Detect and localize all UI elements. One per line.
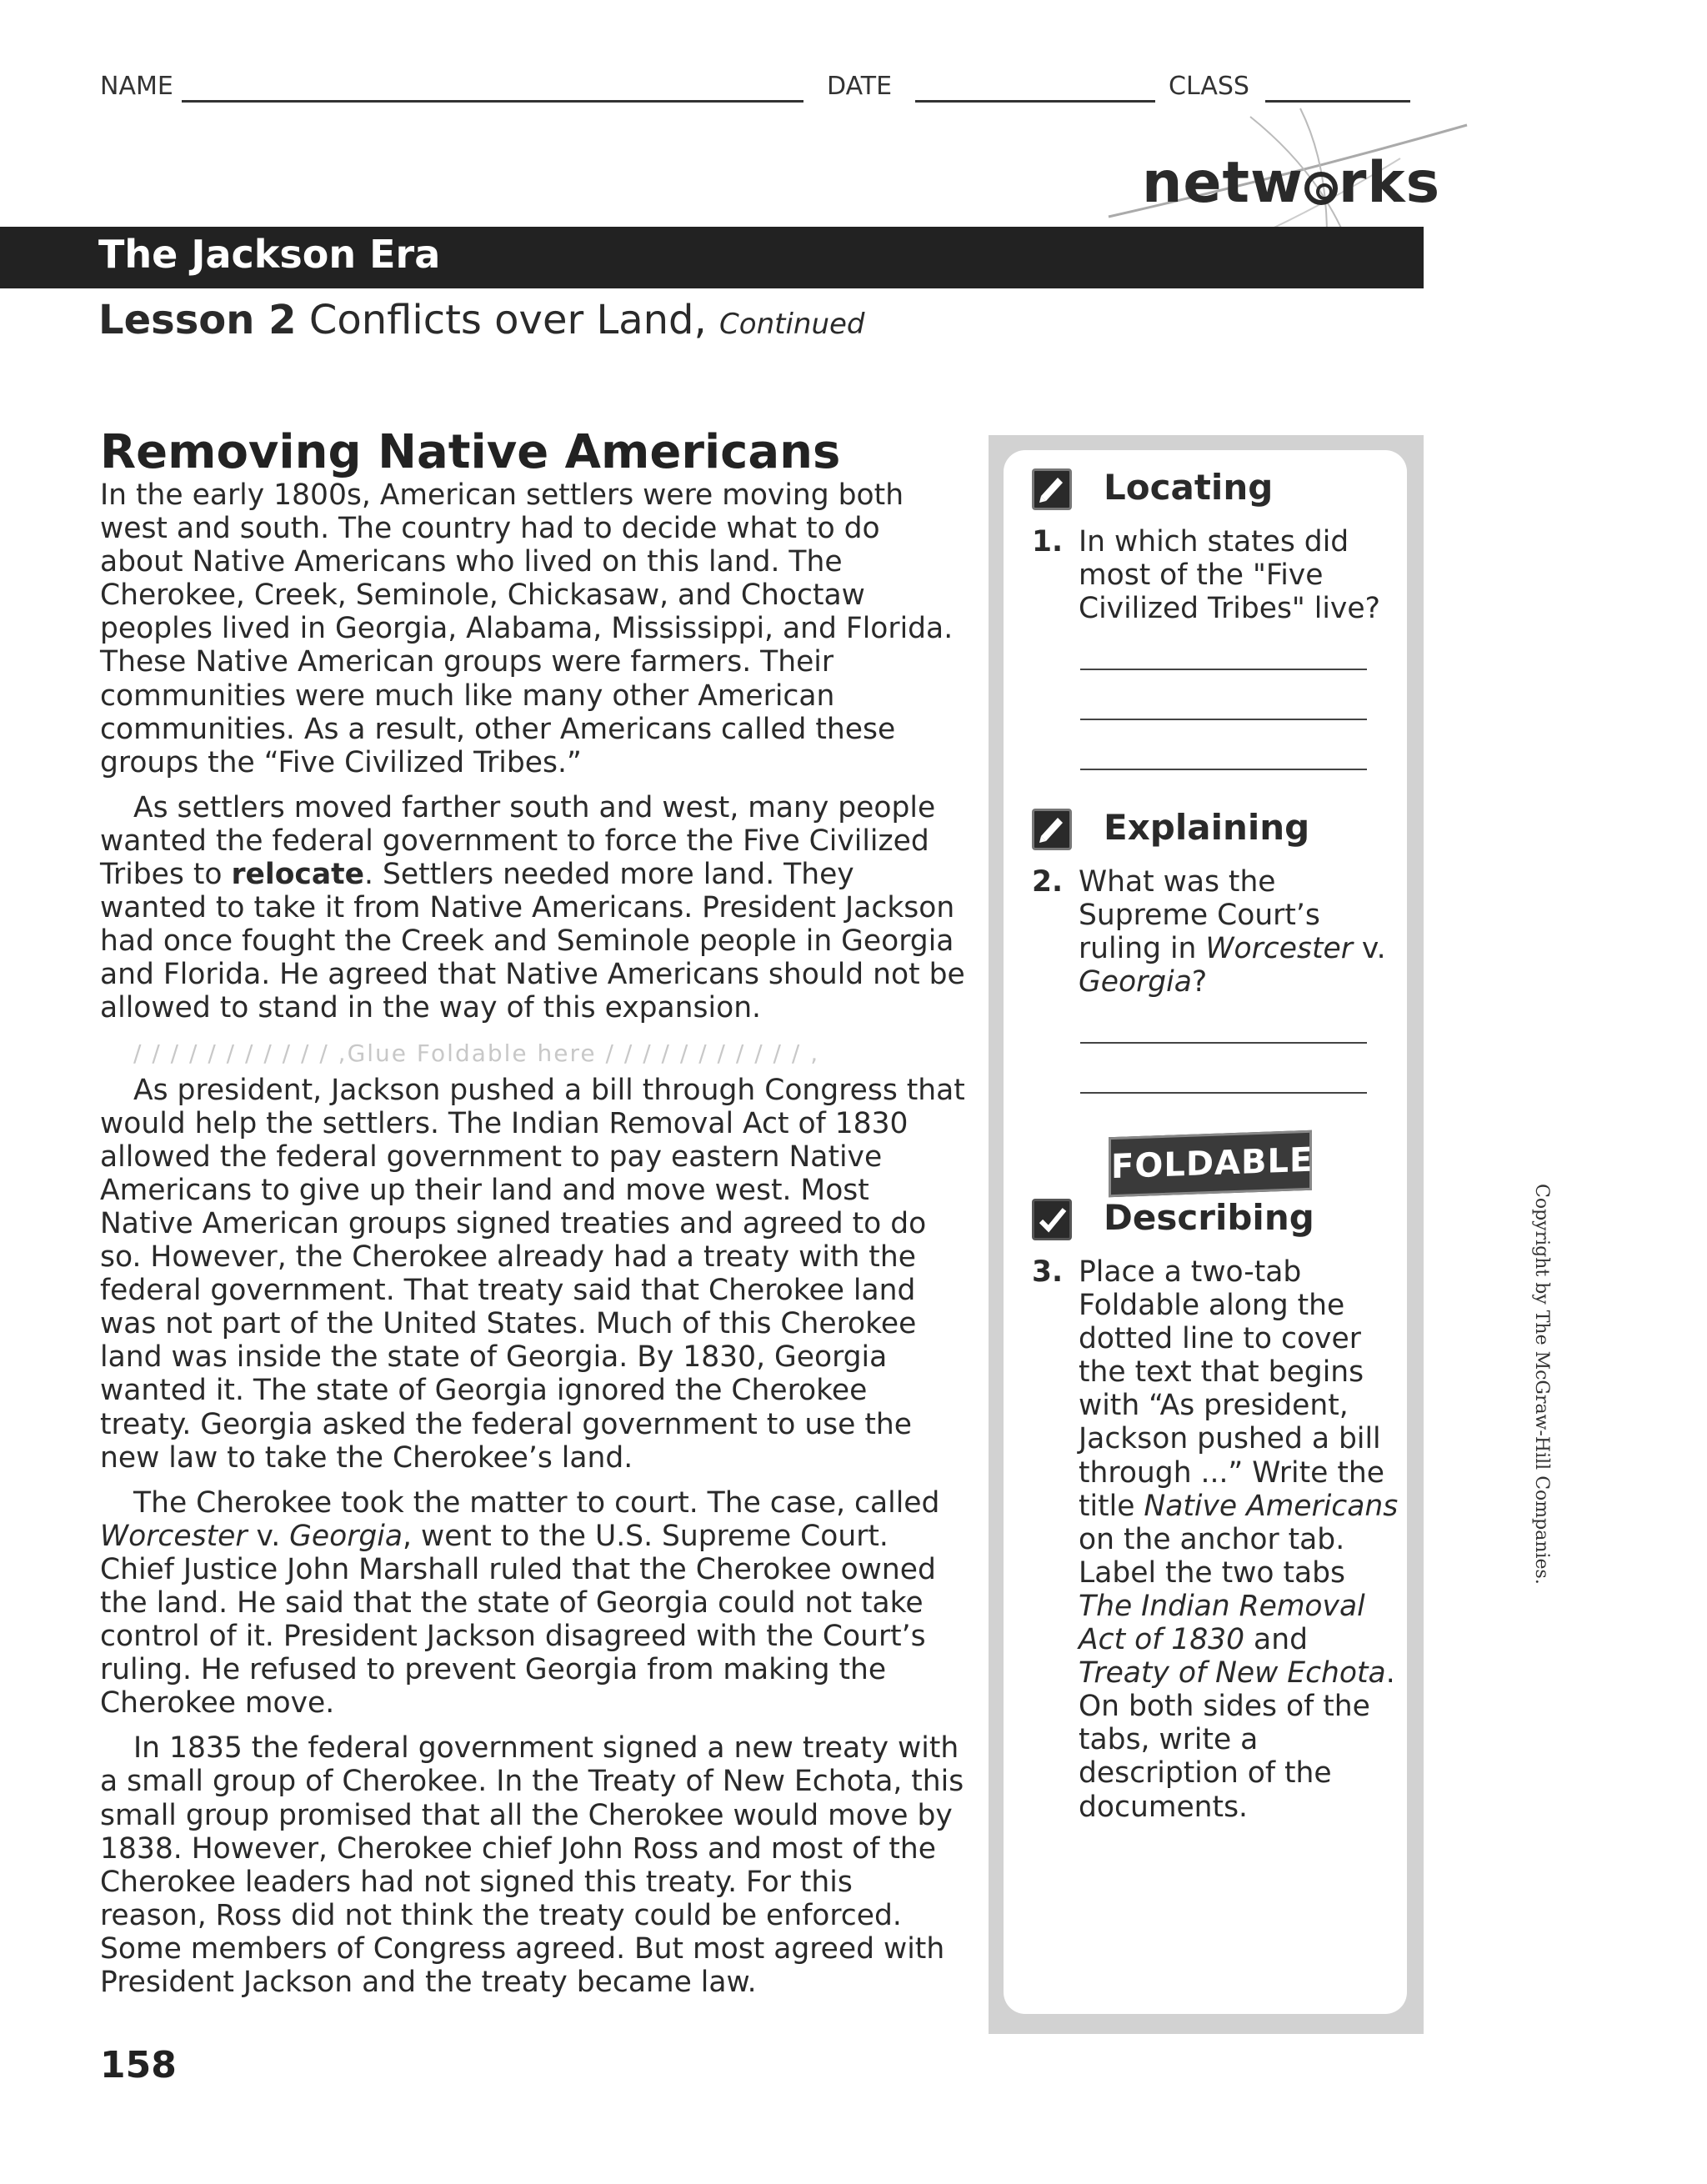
main-text-column [100, 478, 967, 1999]
page-number: 158 [100, 2044, 177, 2086]
question-2-case-georgia: Georgia [1079, 965, 1192, 999]
question-3-tab-treaty: Treaty of New Echota [1079, 1656, 1386, 1691]
date-label: DATE [827, 72, 893, 101]
answer-line[interactable] [1080, 1042, 1367, 1044]
name-field[interactable] [182, 100, 803, 103]
paragraph-2-text-a: As settlers moved farther south and west, many people wanted the federal government to force the Five Civilized Tribes to [100, 790, 936, 892]
question-3-text-b: on the anchor tab. Label the two tabs [1079, 1522, 1345, 1590]
question-1-line-1: In which states did [1079, 525, 1349, 559]
describing-title: Describing [1104, 1197, 1314, 1238]
question-1 [1032, 525, 1399, 625]
copyright-notice: Copyright by The McGraw-Hill Companies. [1531, 1184, 1552, 1585]
question-2-case-worcester: Worcester [1205, 932, 1353, 966]
question-2-text [1032, 899, 1399, 999]
logo-text-end: rks [1338, 150, 1441, 216]
logo-o-icon [1304, 172, 1338, 205]
paragraph-4 [100, 1486, 967, 1721]
vocab-relocate: relocate [231, 858, 365, 892]
name-label: NAME [100, 72, 173, 101]
paragraph-4-text-c: , went to the U.S. Supreme Court. Chief Justice John Marshall ruled that the Cherokee owned the land. He said that the state of Georgia could not take control of it. President Jackson disagreed with the Court’s ruling. He refused to prevent Georgia from making the Cherokee move. [100, 1519, 936, 1721]
explaining-title: Explaining [1104, 807, 1310, 848]
question-1-number: 1. [1032, 525, 1064, 559]
logo-text-start: netw [1142, 150, 1304, 216]
answer-line[interactable] [1080, 669, 1367, 670]
question-2-number: 2. [1032, 865, 1064, 899]
foldables-text: FOLDABLES [1111, 1140, 1339, 1187]
question-3-text-c: and [1244, 1623, 1308, 1657]
paragraph-5: In 1835 the federal government signed a new treaty with a small group of Cherokee. In the Treaty of New Echota, this small group promised that all the Cherokee would move by 1838. However, Cherokee chief John Ross and most of the Cherokee leaders had not signed this treaty. For this reason, Ross did not think the treaty could be enforced. Some members of Congress agreed. But most agreed with President Jackson and the treaty became law. [100, 1731, 964, 2000]
question-3-number: 3. [1032, 1255, 1064, 1289]
answer-line[interactable] [1080, 719, 1367, 720]
paragraph-4-text-b: v. [247, 1519, 290, 1553]
lesson-number: Lesson 2 [98, 297, 297, 343]
question-2 [1032, 865, 1399, 999]
paragraph-2 [100, 791, 967, 1025]
question-3-line-1: Place a two-tab [1079, 1255, 1302, 1289]
pencil-note-icon [1032, 809, 1072, 850]
question-3-text-a: Foldable along the dotted line to cover the text that begins with “As president, Jackson pushed a bill through ...” Write the title [1079, 1289, 1384, 1523]
lesson-heading [98, 297, 865, 343]
question-3-text-d: . On both sides of the tabs, write a description of the documents. [1079, 1656, 1395, 1824]
class-label: CLASS [1169, 72, 1249, 101]
banner-title: The Jackson Era [98, 232, 441, 277]
case-name-georgia: Georgia [289, 1519, 403, 1553]
networks-logo [1142, 150, 1440, 216]
pencil-note-icon [1032, 468, 1072, 510]
paragraph-3: As president, Jackson pushed a bill through Congress that would help the settlers. The Indian Removal Act of 1830 allowed the federal government to pay eastern Native Americans to give up their land and move west. Most Native American groups signed treaties and agreed to do so. However, the Cherokee already had a treaty with the federal government. That treaty said that Cherokee land was not part of the United States. Much of this Cherokee land was inside the state of Georgia. By 1830, Georgia wanted it. The state of Georgia ignored the Cherokee treaty. Georgia asked the federal government to use the new law to take the Cherokee’s land. [100, 1073, 965, 1475]
answer-line[interactable] [1080, 769, 1367, 770]
question-2-text-c: ? [1191, 965, 1208, 999]
registered-mark: ® [1338, 1140, 1353, 1157]
lesson-title: Conflicts over Land, [308, 297, 707, 343]
paragraph-2-text-b: . Settlers needed more land. They wanted to take it from Native Americans. President Jackson had once fought the Creek and Seminole people in Georgia and Florida. He agreed that Native Americans should not be allowed to stand in the way of this expansion. [100, 858, 965, 1025]
locating-title: Locating [1104, 467, 1274, 508]
paragraph-4-text-a: The Cherokee took the matter to court. The case, called [133, 1485, 940, 1520]
question-1-text: most of the "Five Civilized Tribes" live? [1079, 559, 1380, 626]
paragraph-1: In the early 1800s, American settlers were moving both west and south. The country had to decide what to do about Native Americans who lived on this land. The Cherokee, Creek, Seminole, Chickasaw, and Choctaw peoples lived in Georgia, Alabama, Mississippi, and Florida. These Native American groups were farmers. Their communities were much like many other American communities. As a result, other Americans called these groups the “Five Civilized Tribes.” [100, 478, 954, 779]
section-heading: Removing Native Americans [100, 425, 841, 479]
question-3-title-native-americans: Native Americans [1144, 1489, 1399, 1523]
lesson-continued: Continued [719, 308, 865, 341]
case-name-worcester: Worcester [100, 1519, 248, 1553]
foldables-logo [1109, 1130, 1353, 1198]
answer-line[interactable] [1080, 1092, 1367, 1094]
question-3 [1032, 1255, 1399, 1824]
question-3-text [1032, 1289, 1399, 1824]
question-3-tab-removal-act: The Indian Removal Act of 1830 [1079, 1589, 1365, 1657]
question-2-line-1: What was the [1079, 865, 1276, 899]
question-2-text-a: Supreme Court’s ruling in [1079, 899, 1320, 966]
checkmark-icon [1032, 1199, 1072, 1240]
question-2-text-b: v. [1352, 932, 1386, 966]
glue-foldable-line: / / / / / / / / / / / ,Glue Foldable here / / / / / / / / / / / , [133, 1039, 820, 1067]
